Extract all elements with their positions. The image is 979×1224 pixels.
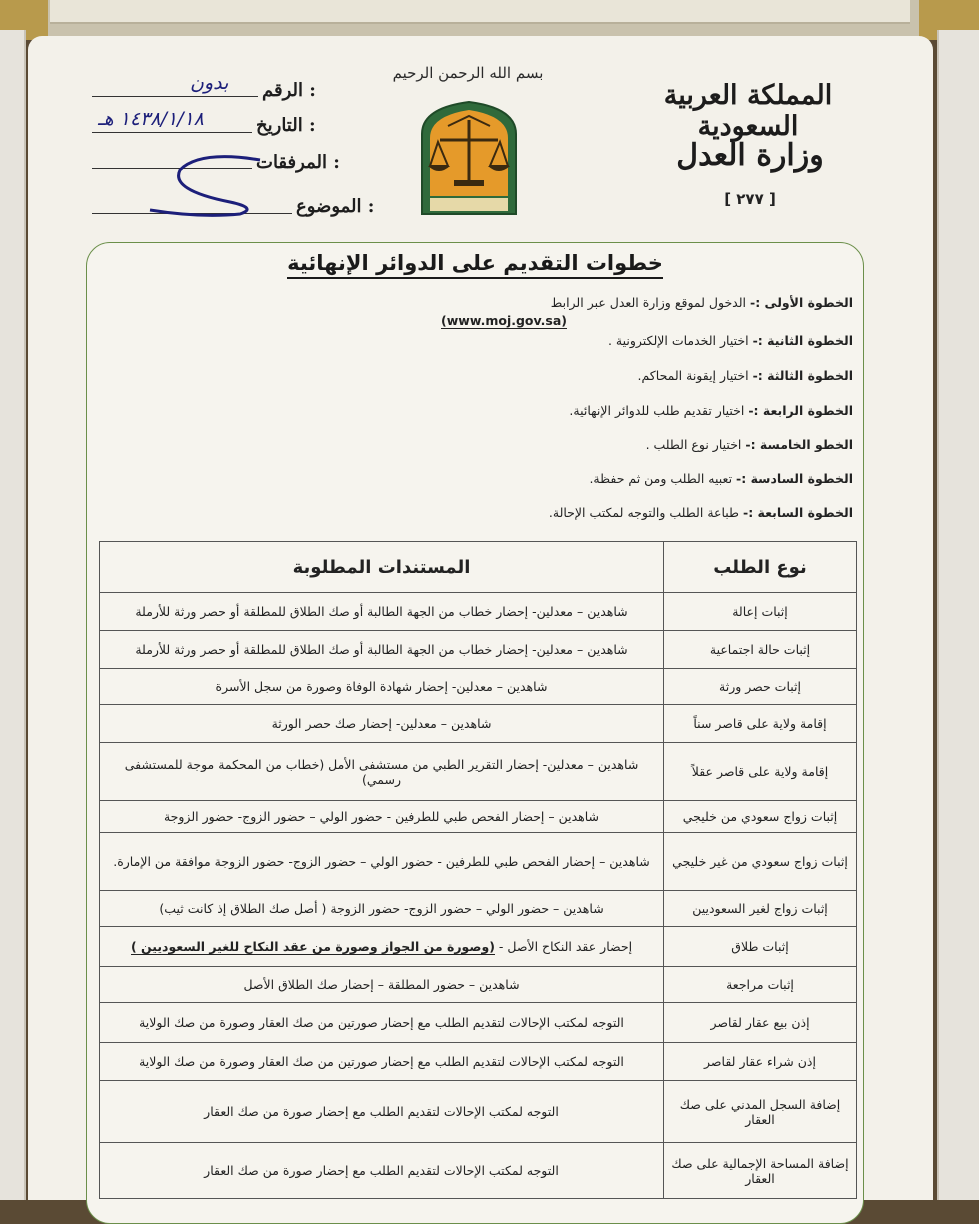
number-line	[92, 96, 258, 97]
table-row	[100, 1043, 857, 1081]
document-number: [ ٢٧٧ ]	[724, 190, 776, 208]
table-row	[100, 1143, 857, 1199]
table-row	[100, 967, 857, 1003]
moj-link[interactable]: (www.moj.gov.sa)	[441, 313, 567, 328]
step-item: الخطوة الأولى :- الدخول لموقع وزارة العدل عبر الرابط (www.moj.gov.sa)	[441, 295, 853, 328]
required-docs: شاهدين – معدلين- إحضار خطاب من الجهة الطالبة أو صك الطلاق للمطلقة أو حصر ورثة للأرملة	[100, 593, 664, 631]
request-type: إذن شراء عقار لقاصر	[664, 1043, 857, 1081]
request-type: إضافة السجل المدني على صك العقار	[664, 1081, 857, 1143]
step-item: الخطوة الثانية :- اختيار الخدمات الإلكترونية .	[607, 333, 853, 348]
frame-right	[937, 30, 979, 1200]
required-docs: التوجه لمكتب الإحالات لتقديم الطلب مع إحضار صورة من صك العقار	[100, 1143, 664, 1199]
request-type: إثبات زواج سعودي من غير خليجي	[664, 833, 857, 891]
required-docs: شاهدين – حضور الولي – حضور الزوج- حضور الزوجة ( أصل صك الطلاق إذ كانت ثيب)	[100, 891, 664, 927]
request-type: إثبات طلاق	[664, 927, 857, 967]
header-type: نوع الطلب	[664, 542, 857, 593]
subject-label: الموضوع :	[296, 196, 375, 217]
number-label: الرقم :	[262, 80, 316, 101]
kingdom-title: المملكة العربية السعودية	[663, 80, 833, 142]
table-row	[100, 801, 857, 833]
date-line	[92, 132, 252, 133]
request-type: إذن بيع عقار لقاصر	[664, 1003, 857, 1043]
table-row	[100, 927, 857, 967]
date-label: التاريخ :	[256, 115, 316, 136]
request-type: إثبات حالة اجتماعية	[664, 631, 857, 669]
table-row	[100, 669, 857, 705]
frame-left	[0, 30, 26, 1200]
pen-scribble-icon	[140, 150, 270, 220]
table-row	[100, 1081, 857, 1143]
step-item: الخطو الخامسة :- اختيار نوع الطلب .	[645, 437, 853, 452]
clipboard-bar	[50, 0, 910, 24]
required-docs: شاهدين – إحضار الفحص طبي للطرفين - حضور الولي – حضور الزوج- حضور الزوجة موافقة من الإمارة.	[100, 833, 664, 891]
date-value: ١٤٣٨/١/١٨ هـ	[98, 108, 204, 130]
required-docs: التوجه لمكتب الإحالات لتقديم الطلب مع إحضار صورتين من صك العقار وصورة من صك الولاية	[100, 1003, 664, 1043]
request-type: إثبات حصر ورثة	[664, 669, 857, 705]
ministry-title: وزارة العدل	[676, 138, 824, 173]
required-docs: شاهدين – إحضار الفحص طبي للطرفين - حضور الولي – حضور الزوج- حضور الزوجة	[100, 801, 664, 833]
header-docs: المستندات المطلوبة	[100, 542, 664, 593]
steps-box	[86, 242, 864, 1224]
ministry-emblem-icon	[414, 96, 524, 220]
request-type: إضافة المساحة الإجمالية على صك العقار	[664, 1143, 857, 1199]
request-type: إقامة ولاية على قاصر سناً	[664, 705, 857, 743]
table-row	[100, 1003, 857, 1043]
request-type: إثبات إعالة	[664, 593, 857, 631]
request-type: إثبات مراجعة	[664, 967, 857, 1003]
requirements-table	[99, 541, 857, 1199]
basmala: بسم الله الرحمن الرحيم	[392, 64, 544, 82]
request-type: إثبات زواج لغير السعوديين	[664, 891, 857, 927]
table-header-row	[100, 542, 857, 593]
request-type: إقامة ولاية على قاصر عقلاً	[664, 743, 857, 801]
step-item: الخطوة الرابعة :- اختيار تقديم طلب للدوائر الإنهائية.	[569, 403, 853, 418]
underlined-note: (وصورة من الجواز وصورة من عقد النكاح للغير السعوديين )	[130, 939, 495, 954]
required-docs: شاهدين – معدلين- إحضار التقرير الطبي من مستشفى الأمل (خطاب من المحكمة موجة للمستشفى رسمي)	[100, 743, 664, 801]
page-title: خطوات التقديم على الدوائر الإنهائية	[87, 251, 863, 275]
required-docs: التوجه لمكتب الإحالات لتقديم الطلب مع إحضار صورتين من صك العقار وصورة من صك الولاية	[100, 1043, 664, 1081]
table-row	[100, 593, 857, 631]
step-item: الخطوة السابعة :- طباعة الطلب والتوجه لمكتب الإحالة.	[548, 505, 853, 520]
table-row	[100, 891, 857, 927]
step-item: الخطوة السادسة :- تعبيه الطلب ومن ثم حفظة.	[589, 471, 853, 486]
required-docs: إحضار عقد النكاح الأصل - (وصورة من الجواز وصورة من عقد النكاح للغير السعوديين )	[100, 927, 664, 967]
required-docs: التوجه لمكتب الإحالات لتقديم الطلب مع إحضار صورة من صك العقار	[100, 1081, 664, 1143]
step-item: الخطوة الثالثة :- اختيار إيقونة المحاكم.	[637, 368, 853, 383]
table-row	[100, 705, 857, 743]
required-docs: شاهدين – معدلين- إحضار شهادة الوفاة وصورة من سجل الأسرة	[100, 669, 664, 705]
required-docs: شاهدين – معدلين- إحضار صك حصر الورثة	[100, 705, 664, 743]
required-docs: شاهدين – معدلين- إحضار خطاب من الجهة الطالبة أو صك الطلاق للمطلقة أو حصر ورثة للأرملة	[100, 631, 664, 669]
table-row	[100, 833, 857, 891]
table-row	[100, 631, 857, 669]
number-value: بدون	[190, 72, 229, 94]
required-docs: شاهدين – حضور المطلقة – إحضار صك الطلاق الأصل	[100, 967, 664, 1003]
attachments-label: المرفقات :	[256, 152, 340, 173]
request-type: إثبات زواج سعودي من خليجي	[664, 801, 857, 833]
table-row	[100, 743, 857, 801]
